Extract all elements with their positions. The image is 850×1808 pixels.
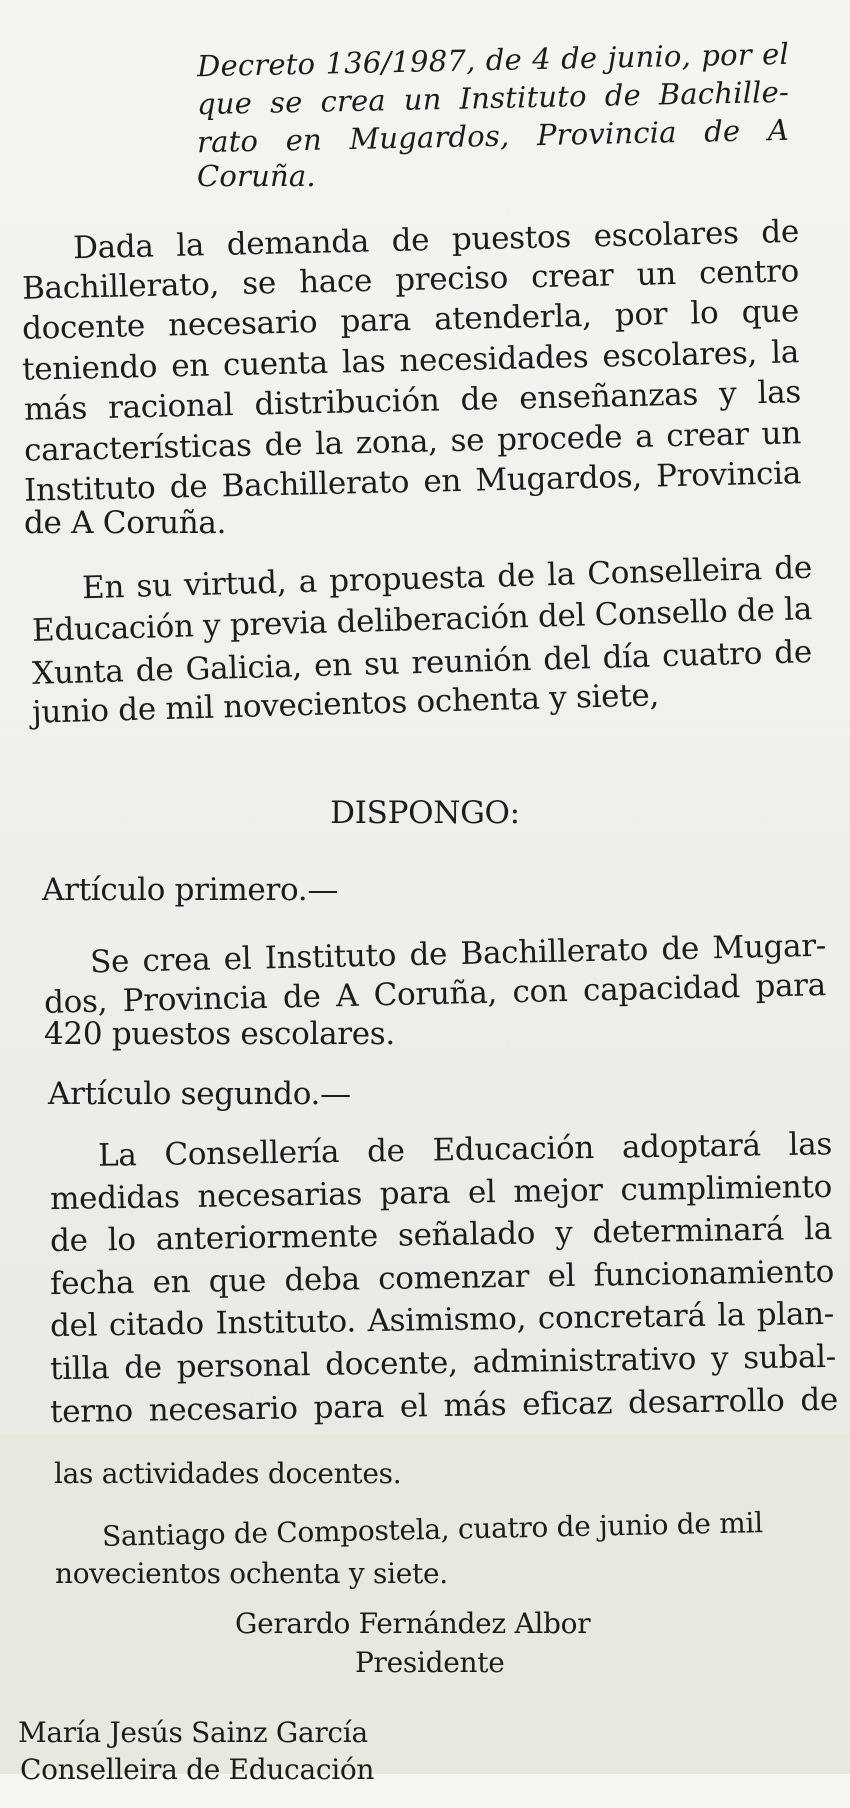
paragraph-line: En su virtud, a propuesta de la Conselleira de	[81, 549, 813, 607]
paragraph-line: Bachillerato, se hace preciso crear un centro	[21, 253, 800, 307]
signatory-role: Presidente	[355, 1646, 505, 1679]
article-line: las actividades docentes.	[54, 1457, 402, 1490]
article-line: Se crea el Instituto de Bachillerato de Mugar-	[89, 927, 827, 981]
article-line: La Consellería de Educación adoptará las	[97, 1126, 833, 1174]
article-line: terno necesario para el más eficaz desarrollo de	[49, 1381, 839, 1431]
paragraph-line: docente necesario para atenderla, por lo que	[21, 293, 800, 347]
paragraph-line: más racional distribución de enseñanzas y las	[23, 374, 802, 428]
article-heading: Artículo primero.—	[42, 872, 339, 908]
closing-line: Santiago de Compostela, cuatro de junio de mil	[101, 1506, 764, 1553]
paragraph-line: junio de mil novecientos ochenta y siete,	[31, 677, 660, 731]
article-heading: Artículo segundo.—	[48, 1076, 351, 1112]
title-line: Coruña.	[197, 159, 316, 193]
title-line: que se crea un Instituto de Bachille-	[196, 74, 790, 122]
article-line: medidas necesarias para el mejor cumplimiento	[49, 1168, 833, 1218]
article-line: del citado Instituto. Asimismo, concretará la plan-	[49, 1295, 835, 1345]
closing-line: novecientos ochenta y siete.	[55, 1557, 448, 1590]
paragraph-line: teniendo en cuenta las necesidades escolares, la	[21, 334, 800, 388]
article-line: de lo anteriormente señalado y determinará la	[49, 1210, 833, 1260]
paragraph-line: Dada la demanda de puestos escolares de	[72, 213, 800, 267]
article-line: tilla de personal docente, administrativo y subal-	[49, 1338, 837, 1388]
paragraph-line: Xunta de Galicia, en su reunión del día cuatro de	[31, 634, 813, 692]
signatory-name: Gerardo Fernández Albor	[235, 1607, 591, 1640]
article-line: fecha en que deba comenzar el funcionamiento	[49, 1253, 835, 1303]
paragraph-line: Instituto de Bachillerato en Mugardos, Provincia	[23, 455, 802, 509]
title-line: Decreto 136/1987, de 4 de junio, por el	[196, 36, 790, 84]
paragraph-line: características de la zona, se procede a crear un	[23, 415, 802, 469]
article-line: dos, Provincia de A Coruña, con capacidad para	[43, 967, 827, 1021]
dispongo-heading: DISPONGO:	[330, 795, 520, 831]
paragraph-line: de A Coruña.	[24, 505, 227, 541]
article-line: 420 puestos escolares.	[44, 1016, 395, 1052]
signatory-role: Conselleira de Educación	[20, 1753, 375, 1786]
signatory-name: María Jesús Sainz García	[18, 1716, 368, 1749]
title-line: rato en Mugardos, Provincia de A	[196, 112, 790, 160]
paragraph-line: Educación y previa deliberación del Consello de la	[31, 591, 813, 649]
